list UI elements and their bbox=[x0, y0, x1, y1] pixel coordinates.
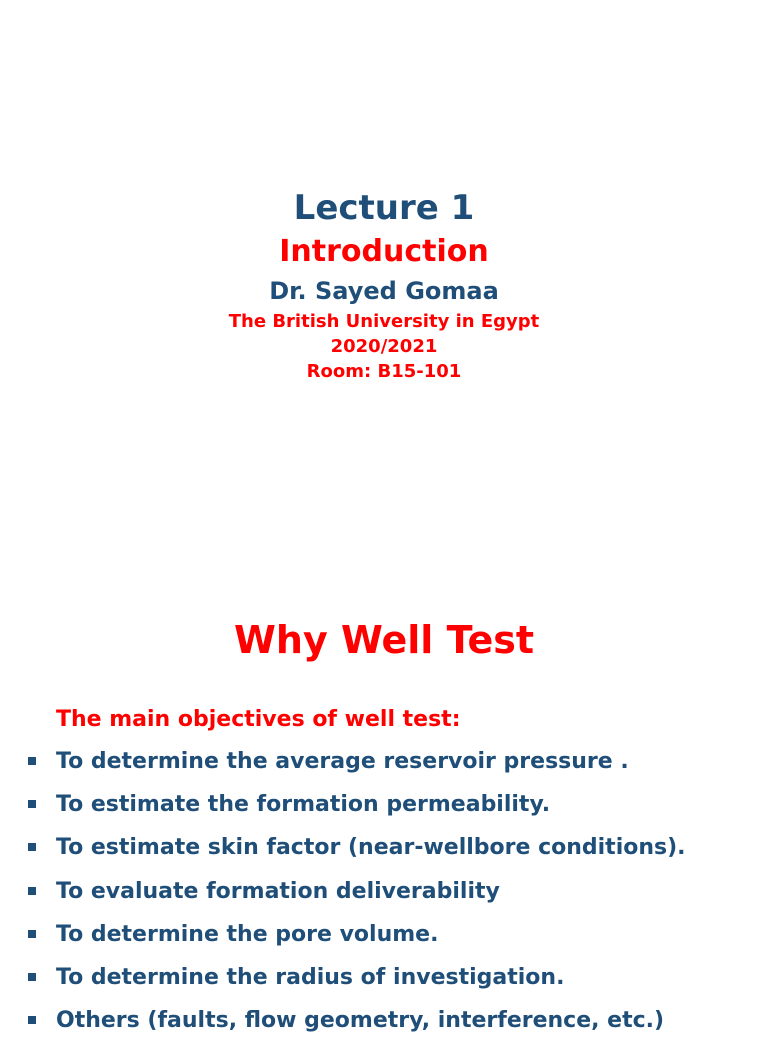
list-item bbox=[0, 831, 768, 874]
bullet-text: To determine the pore volume. bbox=[56, 921, 439, 947]
university-name: The British University in Egypt bbox=[228, 311, 540, 332]
list-item bbox=[0, 1004, 768, 1047]
academic-year: 2020/2021 bbox=[330, 336, 438, 357]
square-bullet-icon bbox=[28, 1016, 36, 1024]
lecture-title: Lecture 1 bbox=[293, 188, 475, 228]
square-bullet-icon bbox=[28, 800, 36, 808]
room-number: Room: B15-101 bbox=[306, 361, 462, 382]
square-bullet-icon bbox=[28, 973, 36, 981]
square-bullet-icon bbox=[28, 757, 36, 765]
author-name: Dr. Sayed Gomaa bbox=[269, 277, 499, 305]
square-bullet-icon bbox=[28, 887, 36, 895]
why-well-test-title: Why Well Test bbox=[233, 618, 534, 662]
objectives-heading: The main objectives of well test: bbox=[56, 707, 461, 732]
bullet-text: To evaluate formation deliverability bbox=[56, 878, 500, 904]
list-item bbox=[0, 918, 768, 961]
bullet-text: To determine the average reservoir pressure . bbox=[56, 749, 629, 774]
list-item bbox=[0, 875, 768, 918]
objectives-list bbox=[0, 745, 768, 1047]
bullet-text: To estimate skin factor (near-wellbore conditions). bbox=[56, 835, 686, 861]
list-item bbox=[0, 788, 768, 831]
bullet-text: To determine the radius of investigation. bbox=[56, 964, 565, 990]
bullet-text: Others (faults, flow geometry, interference, etc.) bbox=[56, 1008, 665, 1034]
list-item bbox=[0, 961, 768, 1004]
square-bullet-icon bbox=[28, 843, 36, 851]
list-item bbox=[0, 745, 768, 788]
bullet-text: To estimate the formation permeability. bbox=[56, 792, 551, 818]
square-bullet-icon bbox=[28, 930, 36, 938]
introduction-title: Introduction bbox=[279, 234, 489, 269]
